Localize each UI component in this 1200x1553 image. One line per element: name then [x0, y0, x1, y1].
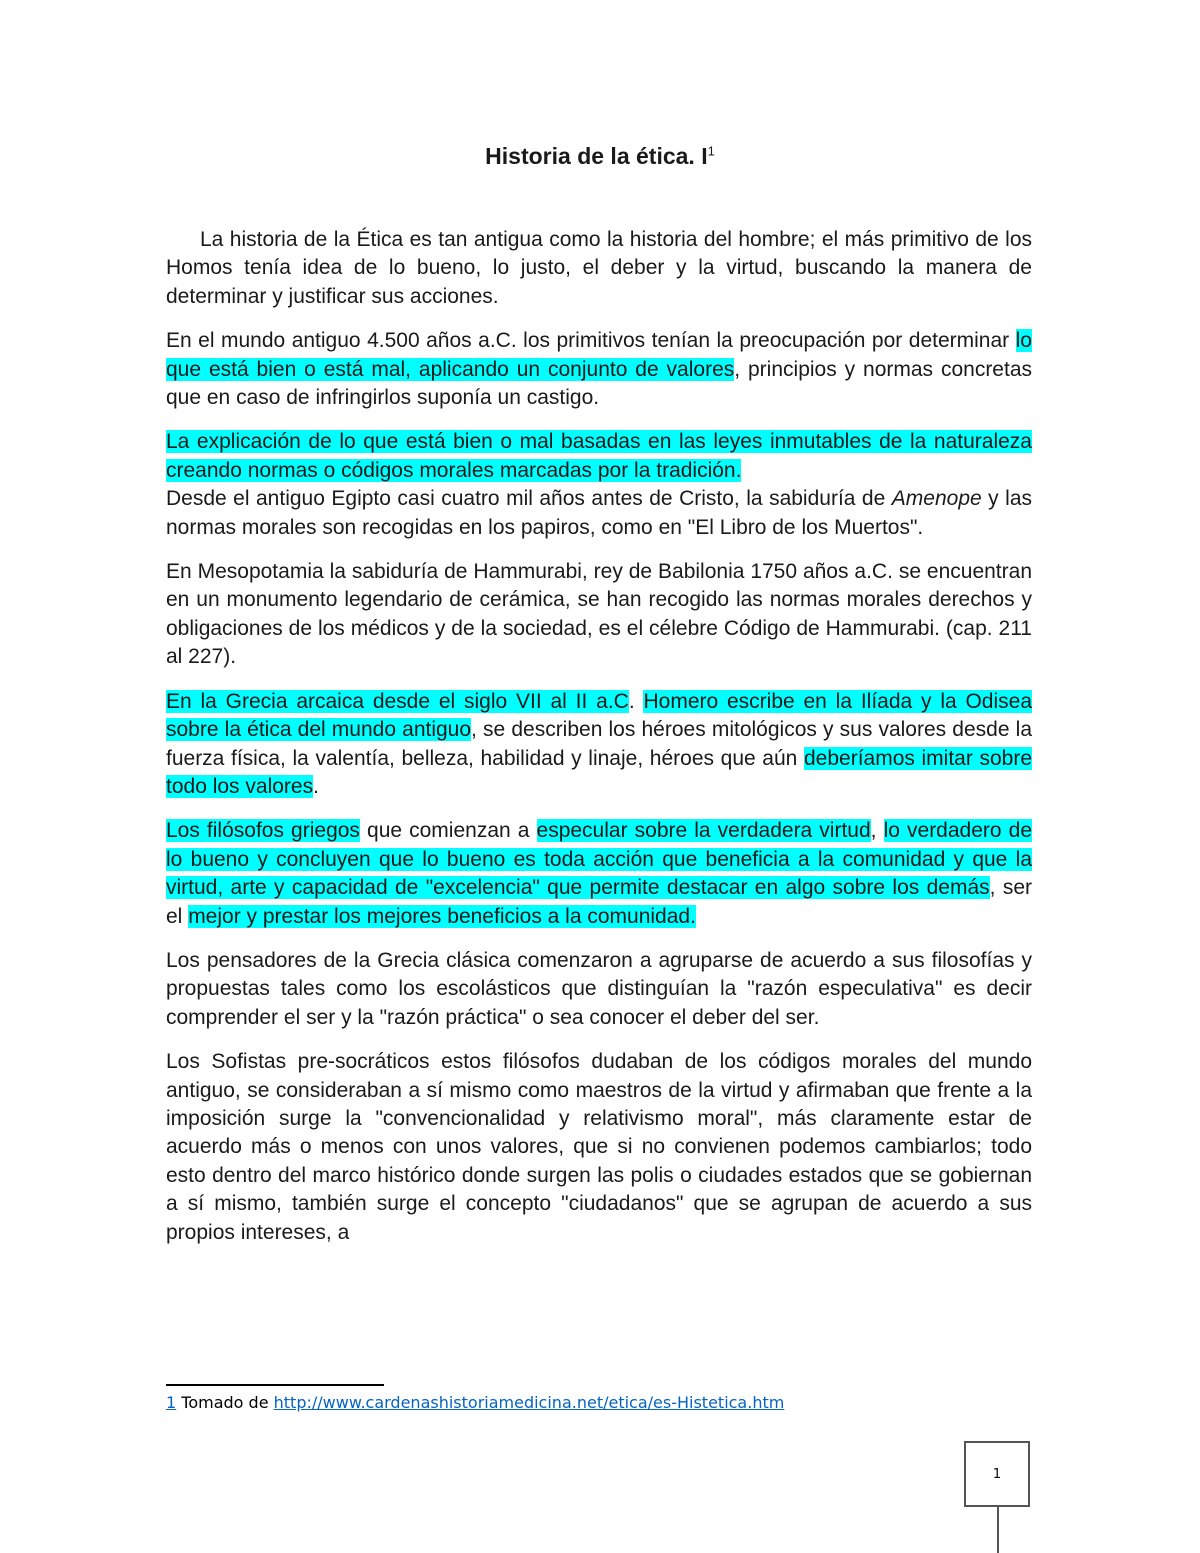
- title-footnote-ref[interactable]: 1: [707, 143, 715, 159]
- paragraph-7-highlight-2: especular sobre la verdadera virtud: [536, 819, 871, 843]
- paragraph-4-text: Desde el antiguo Egipto casi cuatro mil años antes de Cristo, la sabiduría de: [166, 487, 892, 511]
- paragraph-3: [166, 428, 1032, 485]
- paragraph-2-highlight: lo que está bien o está mal, aplicando un conjunto de valores: [166, 329, 1032, 381]
- paragraph-2-text-end: , principios y normas concretas que en caso de infringirlos suponía un castigo.: [166, 357, 1032, 410]
- footnote-number[interactable]: 1: [166, 1393, 177, 1412]
- paragraph-5: En Mesopotamia la sabiduría de Hammurabi, rey de Babilonia 1750 años a.C. se encuentran en un monumento legendario de cerámica, se han recogido las normas morales derechos y obligaciones de los médicos y de la sociedad, es el célebre Código de Hammurabi. (cap. 211 al 227).: [166, 560, 1032, 669]
- paragraph-7-text-2: ,: [870, 819, 884, 843]
- footnote-text: Tomado de: [181, 1393, 274, 1412]
- paragraph-4-text-end: y las normas morales son recogidas en los papiros, como en "El Libro de los Muertos".: [166, 487, 1032, 539]
- paragraph-6-text: , se describen los héroes mitológicos y sus valores desde la fuerza física, la valentía, belleza, habilidad y linaje, héroes que aún: [166, 718, 1032, 770]
- paragraph-3-highlight: La explicación de lo que está bien o mal basadas en las leyes inmutables de la naturaleza creando normas o códigos morales marcadas por la tradición.: [166, 430, 1032, 482]
- paragraph-6-sep: .: [628, 689, 644, 713]
- paragraph-2: [166, 327, 1032, 412]
- paragraph-7-text-3: , ser el: [166, 876, 1033, 928]
- title-text: Historia de la ética. I: [485, 143, 708, 169]
- paragraph-6: [166, 688, 1032, 802]
- paragraph-7: [166, 817, 1032, 931]
- page-number-box: [964, 1441, 1030, 1507]
- page-number: 1: [992, 1466, 1002, 1482]
- paragraph-6-text-end: .: [313, 774, 319, 798]
- footnote-link[interactable]: http://www.cardenashistoriamedicina.net/etica/es-Histetica.htm: [273, 1393, 785, 1412]
- paragraph-8: Los pensadores de la Grecia clásica comenzaron a agruparse de acuerdo a sus filosofías y propuestas tales como los escolásticos que distinguían la "razón especulativa" es decir comprender el ser y la "razón práctica" o sea conocer el deber del ser.: [166, 948, 1032, 1029]
- paragraph-6-highlight-3: deberíamos imitar sobre todo los valores: [166, 746, 1033, 798]
- paragraph-6-highlight-2: Homero escribe en la Ilíada y la Odisea sobre la ética del mundo antiguo: [166, 689, 1033, 742]
- paragraph-4-italic: Amenope: [891, 487, 982, 511]
- footnote: [166, 1393, 784, 1412]
- body-text: [166, 226, 1032, 1263]
- paragraph-7-highlight-1: Los filósofos griegos: [166, 819, 360, 843]
- paragraph-9: Los Sofistas pre-socráticos estos filósofos dudaban de los códigos morales del mundo antiguo, se consideraban a sí mismo como maestros de la virtud y afirmaban que frente a la imposición surge la "convencionalidad y relativismo moral", más claramente estar de acuerdo más o menos con unos valores, que si no convienen podemos cambiarlos; todo esto dentro del marco histórico donde surgen las polis o ciudades estados que se gobiernan a sí mismo, también surge el concepto "ciudadanos" que se agrupan de acuerdo a sus propios intereses, a: [166, 1050, 1032, 1244]
- paragraph-6-highlight-1: En la Grecia arcaica desde el siglo VII al II a.C: [166, 689, 629, 713]
- footnote-separator: [166, 1384, 384, 1386]
- paragraph-2-text: En el mundo antiguo 4.500 años a.C. los primitivos tenían la preocupación por determinar: [166, 329, 1016, 353]
- paragraph-1: La historia de la Ética es tan antigua como la historia del hombre; el más primitivo de los Homos tenía idea de lo bueno, lo justo, el deber y la virtud, buscando la manera de determinar y justificar sus acciones.: [166, 228, 1032, 308]
- paragraph-7-highlight-3: lo verdadero de lo bueno y concluyen que lo bueno es toda acción que beneficia a la comunidad y que la virtud, arte y capacidad de "excelencia" que permite destacar en algo sobre los demás: [166, 819, 1033, 900]
- paragraph-7-highlight-4: mejor y prestar los mejores beneficios a la comunidad.: [188, 904, 696, 928]
- page-number-stem: [997, 1507, 999, 1553]
- paragraph-4: [166, 485, 1032, 542]
- paragraph-7-text-1: que comienzan a: [359, 819, 537, 843]
- page-title: [0, 143, 1200, 170]
